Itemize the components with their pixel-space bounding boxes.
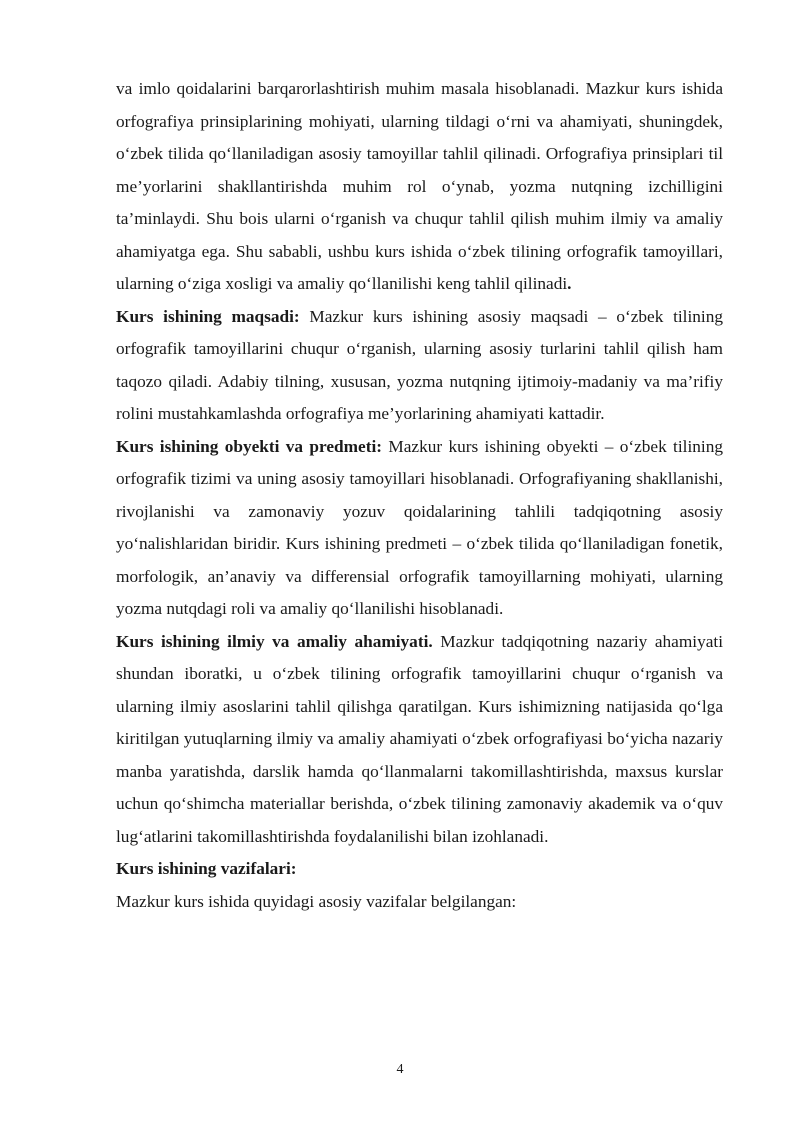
object-paragraph — [116, 431, 723, 626]
tasks-heading: Kurs ishining vazifalari: — [116, 859, 297, 878]
page-body — [116, 73, 723, 918]
tasks-intro: Mazkur kurs ishida quyidagi asosiy vazifalar belgilangan: — [116, 891, 517, 911]
object-text: Mazkur kurs ishining obyekti – o‘zbek tilining orfografik tizimi va uning asosiy tamoyillari hisoblanadi. Orfografiyaning shakllanishi, rivojlanishi va zamonaviy yozuv qoidalarining tahlili tadqiqotning asosiy yo‘nalishlaridan biridir. Kurs ishining predmeti – o‘zbek tilida qo‘llaniladigan fonetik, morfologik, an’anaviy va differensial orfografik tamoyillarning mohiyati, ularning yozma nutqdagi roli va amaliy qo‘llanilishi hisoblanadi. — [116, 436, 723, 618]
goal-paragraph — [116, 301, 723, 431]
intro-text: va imlo qoidalarini barqarorlashtirish muhim masala hisoblanadi. Mazkur kurs ishida orfografiya prinsiplarining mohiyati, ularning tildagi o‘rni va ahamiyati, shuningdek, o‘zbek tilida qo‘llaniladigan asosiy tamoyillar tahlil qilinadi. Orfografiya prinsiplari til me’yorlarini shakllantirishda muhim rol o‘ynab, yozma nutqning izchilligini ta’minlaydi. Shu bois ularni o‘rganish va chuqur tahlil qilish muhim ilmiy va amaliy ahamiyatga ega. Shu sababli, ushbu kurs ishida o‘zbek tilining orfografik tamoyillari, ularning o‘ziga xosligi va amaliy qo‘llanilishi keng tahlil qilinadi — [116, 79, 723, 293]
goal-text: Mazkur kurs ishining asosiy maqsadi – o‘zbek tilining orfografik tamoyillarini chuqur o‘rganish, ularning asosiy turlarini tahlil qilish ham taqozo qiladi. Adabiy tilning, xususan, yozma nutqning ijtimoiy-madaniy va ma’rifiy rolini mustahkamlashda orfografiya me’yorlarining ahamiyati kattadir. — [116, 306, 723, 423]
significance-heading: Kurs ishining ilmiy va amaliy ahamiyati. — [116, 631, 433, 651]
significance-text: Mazkur tadqiqotning nazariy ahamiyati shundan iboratki, u o‘zbek tilining orfografik tamoyillarini chuqur o‘rganish va ularning ilmiy asoslarini tahlil qilishga qaratilgan. Kurs ishimizning natijasida qo‘lga kiritilgan yutuqlarning ilmiy va amaliy ahamiyati o‘zbek orfografiyasi bo‘yicha nazariy manba yaratishda, darslik hamda qo‘llanmalarni takomillashtirishda, maxsus kurslar uchun qo‘shimcha materiallar berishda, o‘zbek tilining zamonaviy akademik va o‘quv lug‘atlarini takomillashtirishda foydalanilishi bilan izohlanadi. — [116, 631, 723, 846]
significance-paragraph — [116, 626, 723, 854]
intro-end-mark: . — [567, 274, 572, 293]
goal-heading: Kurs ishining maqsadi: — [116, 306, 300, 326]
page-number: 4 — [396, 1062, 404, 1077]
object-heading: Kurs ishining obyekti va predmeti: — [116, 436, 383, 456]
intro-paragraph — [116, 73, 723, 301]
